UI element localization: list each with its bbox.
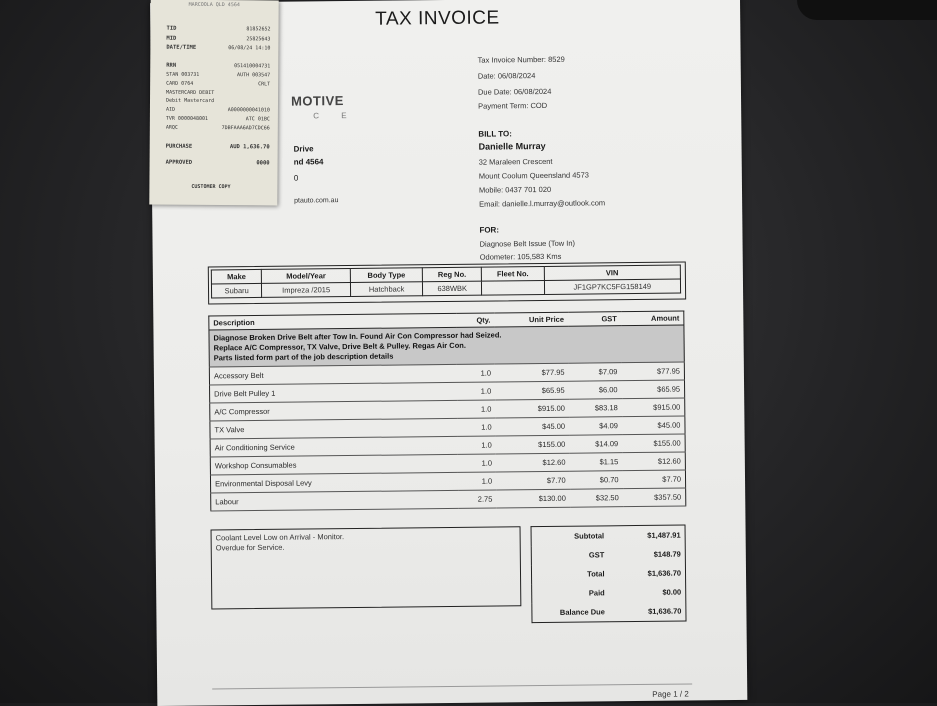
totals-label: Subtotal [531, 526, 608, 546]
receipt-row-value: 7DBFAAA6AD7CDC66 [222, 125, 270, 131]
item-description: Workshop Consumables [210, 454, 457, 475]
totals-value: $1,487.91 [608, 525, 685, 545]
header-qty: Qty. [456, 313, 495, 327]
item-qty: 1.0 [457, 454, 496, 472]
diagnosis-line: Parts listed form part of the job description details [214, 349, 680, 364]
item-unit-price: $65.95 [495, 381, 569, 400]
receipt-row-value: ATC 01BC [246, 116, 270, 122]
item-description: Drive Belt Pulley 1 [210, 382, 457, 403]
receipt-row-value: A0000000041010 [228, 107, 270, 113]
receipt-row-value: 051410004731 [234, 63, 270, 69]
payment-term: Payment Term: COD [478, 101, 547, 111]
diagnosis-line: Replace A/C Compressor, TX Valve, Drive Belt & Pulley. Regas Air Con. [214, 339, 680, 354]
invoice-number: Tax Invoice Number: 8529 [478, 55, 565, 65]
receipt-row-label: AID [166, 107, 175, 113]
totals-row [531, 525, 685, 546]
page-number: Page 1 / 2 [652, 689, 689, 698]
item-qty: 1.0 [456, 364, 495, 382]
receipt-header: MARCOOLA QLD 4564 [189, 2, 240, 8]
receipt-approved-code: 0000 [256, 160, 269, 166]
item-amount: $357.50 [623, 488, 686, 507]
totals-label: GST [531, 545, 608, 565]
vehicle-make: Subaru [211, 283, 261, 298]
item-amount: $155.00 [622, 434, 685, 453]
totals-label: Paid [532, 583, 609, 603]
item-qty: 1.0 [457, 418, 496, 436]
item-gst: $0.70 [570, 471, 623, 490]
diagnosis-line: Diagnose Broken Drive Belt after Tow In. Found Air Con Compressor had Seized. [213, 329, 679, 344]
item-gst: $7.09 [568, 363, 621, 382]
line-items-table [208, 311, 686, 512]
item-qty: 2.75 [458, 490, 497, 508]
notes-box [211, 526, 522, 609]
company-logo-text: MOTIVE [291, 93, 344, 109]
company-address-fragment: 0 [294, 174, 299, 183]
diagnosis-row [209, 325, 684, 367]
totals-value: $148.79 [608, 545, 685, 565]
totals-value: $1,636.70 [608, 564, 685, 584]
totals-row [532, 602, 686, 623]
receipt-row-label: CARD 0764 [166, 81, 193, 87]
vehicle-fleet-no [482, 280, 545, 295]
item-unit-price: $77.95 [495, 363, 569, 382]
receipt-purchase-label: PURCHASE [166, 144, 193, 150]
receipt-row-label: TVR 0000048001 [166, 116, 208, 122]
item-description: Air Conditioning Service [210, 436, 457, 457]
totals-row [531, 545, 685, 566]
customer-suburb: Mount Coolum Queensland 4573 [479, 171, 589, 181]
bill-to-heading: BILL TO: [478, 129, 512, 138]
company-address-fragment: nd 4564 [294, 157, 324, 166]
customer-email: Email: danielle.l.murray@outlook.com [479, 198, 605, 208]
item-description: Labour [211, 490, 458, 511]
company-address-fragment: Drive [294, 144, 314, 153]
invoice-date: Date: 06/08/2024 [478, 71, 536, 81]
item-unit-price: $7.70 [496, 471, 570, 490]
vehicle-body-type: Hatchback [350, 282, 422, 297]
item-amount: $77.95 [621, 362, 684, 381]
receipt-row-value: CRLT [258, 81, 270, 87]
vehicle-header-cell: Body Type [350, 268, 422, 283]
receipt-row-value: 25825643 [246, 36, 270, 42]
item-amount: $915.00 [622, 398, 685, 417]
receipt-row-value: 81852652 [246, 26, 270, 32]
vehicle-vin: JF1GP7KC5FG158149 [544, 279, 681, 294]
receipt-row-label: ARQC [166, 125, 178, 131]
vehicle-reg-no: 638WBK [423, 281, 482, 296]
item-amount: $12.60 [622, 452, 685, 471]
receipt-row-value: 06/08/24 14:10 [228, 45, 270, 51]
receipt-row-value: AUTH 003547 [237, 72, 270, 78]
totals-value: $1,636.70 [609, 602, 686, 622]
vehicle-header-cell: VIN [544, 265, 681, 280]
item-qty: 1.0 [457, 472, 496, 490]
header-amount: Amount [621, 311, 684, 326]
note-line: Overdue for Service. [216, 540, 516, 553]
item-gst: $32.50 [570, 489, 623, 508]
customer-street: 32 Maraleen Crescent [479, 157, 553, 167]
odometer: Odometer: 105,583 Kms [480, 252, 562, 262]
company-logo-subtext: C E [313, 111, 356, 120]
totals-row [531, 564, 685, 585]
customer-mobile: Mobile: 0437 701 020 [479, 185, 551, 195]
item-unit-price: $130.00 [496, 489, 570, 508]
vehicle-header-cell: Reg No. [422, 267, 481, 282]
header-description: Description [209, 313, 456, 330]
receipt-copy-label: CUSTOMER COPY [191, 184, 230, 190]
totals-row [532, 583, 686, 604]
background-object [797, 0, 937, 20]
item-amount: $65.95 [621, 380, 684, 399]
item-description: Environmental Disposal Levy [210, 472, 457, 493]
item-qty: 1.0 [457, 400, 496, 418]
receipt-approved-label: APPROVED [166, 160, 193, 166]
customer-name: Danielle Murray [478, 141, 545, 152]
totals-value: $0.00 [609, 583, 686, 603]
item-description: A/C Compressor [210, 400, 457, 421]
invoice-due-date: Due Date: 06/08/2024 [478, 87, 551, 97]
item-unit-price: $45.00 [496, 417, 570, 436]
eftpos-receipt [149, 0, 278, 205]
receipt-purchase-value: AUD 1,636.70 [230, 144, 270, 150]
receipt-row-label: Debit Mastercard [166, 98, 214, 104]
receipt-row-label: MASTERCARD DEBIT [166, 90, 214, 96]
receipt-row-label: TID [166, 26, 176, 32]
vehicle-table [211, 265, 681, 299]
item-unit-price: $155.00 [496, 435, 570, 454]
item-gst: $1.15 [569, 453, 622, 472]
item-amount: $45.00 [622, 416, 685, 435]
item-gst: $14.09 [569, 435, 622, 454]
item-unit-price: $915.00 [495, 399, 569, 418]
job-description: Diagnose Belt Issue (Tow In) [480, 239, 576, 249]
item-qty: 1.0 [457, 436, 496, 454]
header-gst: GST [568, 312, 621, 327]
company-website-fragment: ptauto.com.au [294, 197, 338, 204]
invoice-title: TAX INVOICE [375, 7, 500, 30]
note-line: Coolant Level Low on Arrival - Monitor. [216, 530, 516, 543]
vehicle-model-year: Impreza /2015 [262, 283, 351, 298]
totals-table [531, 525, 687, 624]
item-description: TX Valve [210, 418, 457, 439]
header-unit-price: Unit Price [494, 312, 568, 327]
receipt-row-label: DATE/TIME [166, 45, 196, 51]
diagnosis-cell [209, 325, 684, 367]
table-row [211, 488, 686, 511]
vehicle-header-cell: Make [211, 269, 261, 284]
item-gst: $6.00 [569, 381, 622, 400]
vehicle-header-cell: Fleet No. [482, 266, 545, 281]
item-gst: $83.18 [569, 399, 622, 418]
vehicle-header-cell: Model/Year [262, 269, 351, 284]
receipt-row-label: RRN [166, 63, 176, 69]
item-gst: $4.09 [569, 417, 622, 436]
receipt-row-label: MID [166, 36, 176, 42]
item-qty: 1.0 [457, 382, 496, 400]
receipt-row-label: STAN 003731 [166, 72, 199, 78]
totals-label: Total [531, 564, 608, 584]
footer-divider [212, 683, 692, 689]
item-unit-price: $12.60 [496, 453, 570, 472]
totals-label: Balance Due [532, 602, 609, 622]
item-amount: $7.70 [622, 470, 685, 489]
for-heading: FOR: [479, 225, 499, 234]
item-description: Accessory Belt [209, 364, 456, 385]
